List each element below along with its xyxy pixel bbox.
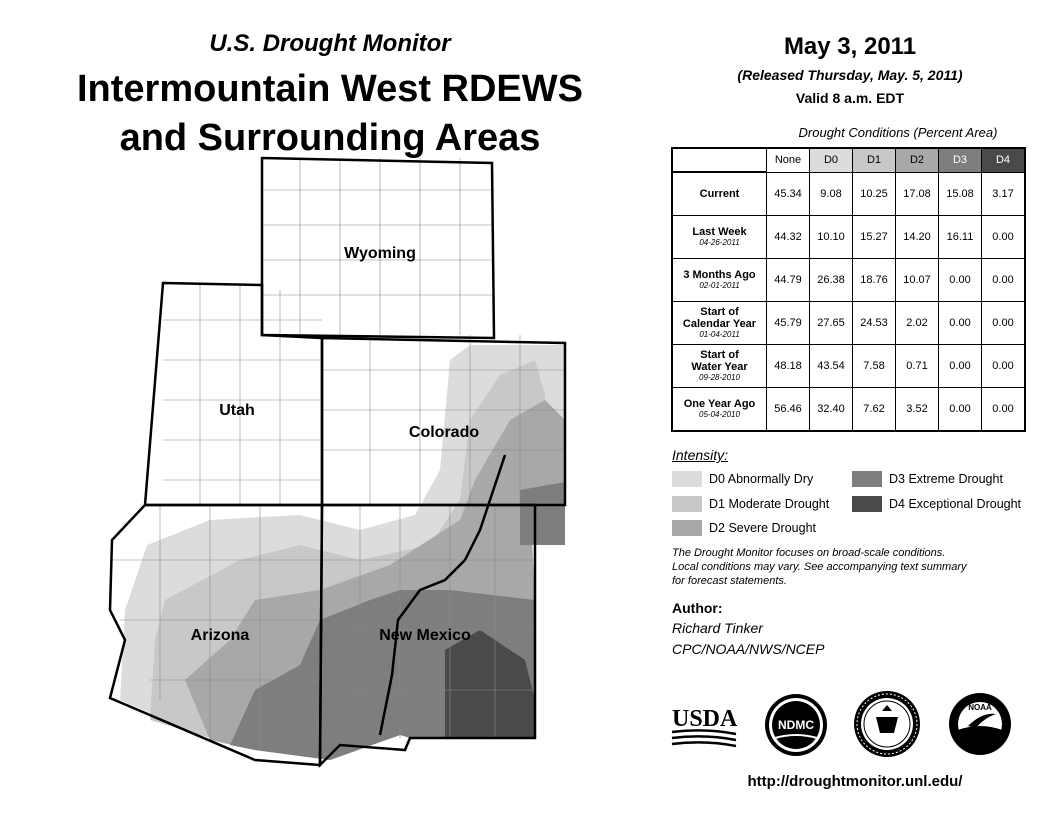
ndmc-logo-text: NDMC xyxy=(778,718,814,732)
table-cell: 9.08 xyxy=(810,172,853,215)
table-cell: 0.00 xyxy=(939,387,982,431)
disclaimer-note xyxy=(672,546,1032,588)
row-label-text: Last Week xyxy=(692,225,747,238)
row-label-text: Start of xyxy=(700,348,739,361)
row-label-text: Start of xyxy=(700,305,739,318)
legend-swatch-d4 xyxy=(852,496,882,512)
row-label xyxy=(672,172,767,215)
row-label xyxy=(672,301,767,344)
legend-label-d0: D0 Abnormally Dry xyxy=(709,472,814,486)
table-cell: 27.65 xyxy=(810,301,853,344)
table-row xyxy=(672,215,1025,258)
table-cell: 2.02 xyxy=(896,301,939,344)
column-header: D0 xyxy=(810,148,853,172)
main-title-line-2: and Surrounding Areas xyxy=(119,117,541,159)
legend-label-d1: D1 Moderate Drought xyxy=(709,497,830,511)
legend-label-d3: D3 Extreme Drought xyxy=(889,472,1003,486)
column-header: None xyxy=(767,148,810,172)
table-cell: 0.00 xyxy=(982,215,1026,258)
table-cell: 15.27 xyxy=(853,215,896,258)
d3-patch-colorado xyxy=(520,482,565,545)
table-cell: 17.08 xyxy=(896,172,939,215)
table-cell: 3.17 xyxy=(982,172,1026,215)
row-date: 02-01-2011 xyxy=(699,280,740,290)
row-label xyxy=(672,215,767,258)
column-header: D1 xyxy=(853,148,896,172)
table-cell: 0.00 xyxy=(939,301,982,344)
row-label-text-2: Water Year xyxy=(691,360,748,373)
note-line-1: The Drought Monitor focuses on broad-scale conditions. xyxy=(672,547,946,559)
row-label-text-2: Calendar Year xyxy=(682,317,757,330)
table-cell: 0.00 xyxy=(982,344,1026,387)
table-cell: 44.79 xyxy=(767,258,810,301)
column-header: D3 xyxy=(939,148,982,172)
table-cell: 48.18 xyxy=(767,344,810,387)
legend-title: Intensity: xyxy=(672,447,729,463)
state-label-arizona: Arizona xyxy=(190,627,250,644)
table-cell: 3.52 xyxy=(896,387,939,431)
table-cell: 44.32 xyxy=(767,215,810,258)
state-label-new-mexico: New Mexico xyxy=(379,627,471,644)
table-row xyxy=(672,172,1025,215)
commerce-seal-logo xyxy=(852,689,922,759)
table-cell: 7.62 xyxy=(853,387,896,431)
table-row xyxy=(672,301,1025,344)
row-label xyxy=(672,387,767,431)
legend-label-d4: D4 Exceptional Drought xyxy=(889,497,1022,511)
drought-map xyxy=(90,150,570,775)
conditions-table-title: Drought Conditions (Percent Area) xyxy=(798,125,998,140)
table-cell: 24.53 xyxy=(853,301,896,344)
row-date: 01-04-2011 xyxy=(699,329,740,339)
table-cell: 14.20 xyxy=(896,215,939,258)
conditions-table xyxy=(671,147,1026,432)
table-cell: 10.07 xyxy=(896,258,939,301)
state-label-colorado: Colorado xyxy=(408,424,480,441)
top-title: U.S. Drought Monitor xyxy=(209,30,451,57)
note-line-2: Local conditions may vary. See accompanying text summary xyxy=(672,561,967,573)
table-corner xyxy=(672,148,767,172)
ndmc-logo xyxy=(763,692,829,758)
table-cell: 15.08 xyxy=(939,172,982,215)
row-date: 04-26-2011 xyxy=(699,237,740,247)
table-cell: 0.00 xyxy=(939,344,982,387)
release-date: (Released Thursday, May. 5, 2011) xyxy=(737,67,963,83)
legend-swatch-d0 xyxy=(672,471,702,487)
author-org: CPC/NOAA/NWS/NCEP xyxy=(672,641,825,657)
table-cell: 56.46 xyxy=(767,387,810,431)
table-cell: 10.10 xyxy=(810,215,853,258)
column-header: D4 xyxy=(982,148,1026,172)
usda-logo-text: USDA xyxy=(672,706,738,732)
state-label-utah: Utah xyxy=(219,402,255,419)
row-label xyxy=(672,344,767,387)
table-header-row xyxy=(672,148,1025,172)
row-label xyxy=(672,258,767,301)
table-cell: 18.76 xyxy=(853,258,896,301)
legend-swatch-d3 xyxy=(852,471,882,487)
author-name: Richard Tinker xyxy=(672,620,763,636)
usda-logo xyxy=(670,700,740,750)
table-row xyxy=(672,258,1025,301)
main-title-line-1: Intermountain West RDEWS xyxy=(77,68,583,110)
legend-swatch-d2 xyxy=(672,520,702,536)
map-date: May 3, 2011 xyxy=(783,33,917,60)
valid-time: Valid 8 a.m. EDT xyxy=(795,90,905,106)
state-label-wyoming: Wyoming xyxy=(344,245,416,262)
table-cell: 45.79 xyxy=(767,301,810,344)
noaa-logo xyxy=(948,692,1012,756)
legend-swatch-d1 xyxy=(672,496,702,512)
row-date: 05-04-2010 xyxy=(699,409,740,419)
note-line-3: for forecast statements. xyxy=(672,575,787,587)
table-cell: 45.34 xyxy=(767,172,810,215)
legend-label-d2: D2 Severe Drought xyxy=(709,521,817,535)
noaa-logo-text: NOAA xyxy=(968,703,992,712)
table-cell: 16.11 xyxy=(939,215,982,258)
row-label-text: One Year Ago xyxy=(683,397,756,410)
row-label-text: Current xyxy=(699,187,740,200)
table-row xyxy=(672,387,1025,431)
website-url[interactable]: http://droughtmonitor.unl.edu/ xyxy=(747,773,963,790)
table-cell: 32.40 xyxy=(810,387,853,431)
table-row xyxy=(672,344,1025,387)
table-cell: 0.00 xyxy=(982,301,1026,344)
author-label: Author: xyxy=(672,600,723,616)
row-date: 09-28-2010 xyxy=(699,372,740,382)
table-cell: 0.00 xyxy=(939,258,982,301)
column-header: D2 xyxy=(896,148,939,172)
table-cell: 43.54 xyxy=(810,344,853,387)
table-cell: 7.58 xyxy=(853,344,896,387)
table-cell: 0.00 xyxy=(982,387,1026,431)
table-cell: 26.38 xyxy=(810,258,853,301)
table-cell: 0.71 xyxy=(896,344,939,387)
table-cell: 10.25 xyxy=(853,172,896,215)
table-cell: 0.00 xyxy=(982,258,1026,301)
row-label-text: 3 Months Ago xyxy=(683,268,756,281)
